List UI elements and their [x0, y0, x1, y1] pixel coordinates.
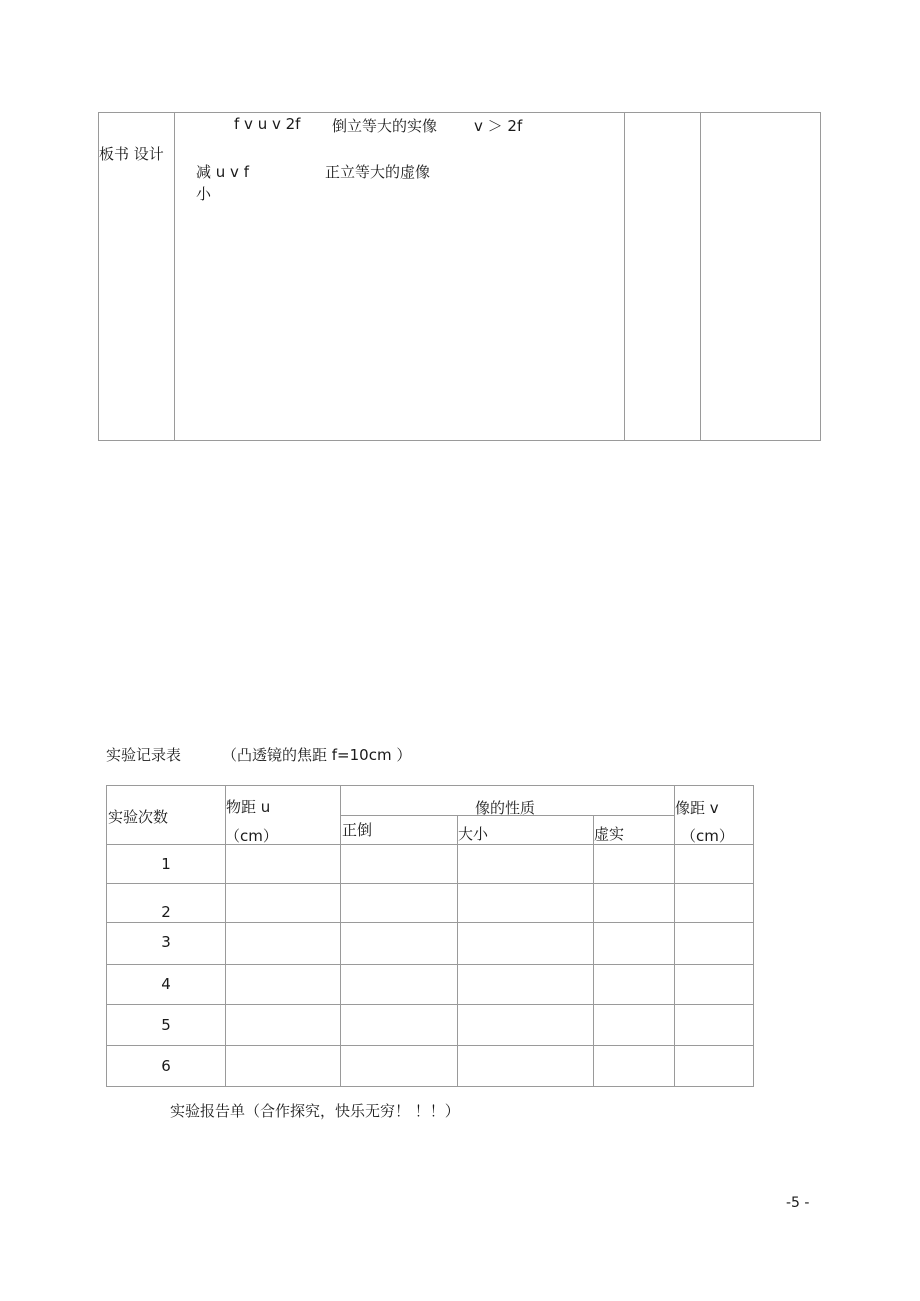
row-number: 5 — [161, 1016, 171, 1034]
row-number: 6 — [161, 1057, 171, 1075]
header-size: 大小 — [458, 825, 489, 843]
experiment-record-table — [106, 785, 754, 1087]
column-divider — [174, 113, 175, 440]
header-object-distance: 物距 u — [226, 798, 271, 816]
row-number: 2 — [161, 903, 171, 921]
header-image-properties: 像的性质 — [475, 799, 536, 817]
header-real-virtual: 虚实 — [594, 825, 625, 843]
header-orientation: 正倒 — [342, 821, 373, 839]
row-number: 4 — [161, 975, 171, 993]
row-number: 1 — [161, 855, 171, 873]
board-design-label: 板书 设计 — [99, 145, 164, 163]
header-object-unit: （cm） — [225, 827, 278, 845]
table-caption-note: （凸透镜的焦距 f=10cm ） — [222, 746, 412, 764]
table-caption: 实验记录表 — [106, 746, 182, 764]
header-image-unit: （cm） — [681, 827, 734, 845]
column-divider — [624, 113, 625, 440]
column-divider — [700, 113, 701, 440]
page-number: -5 - — [786, 1195, 810, 1211]
row-number: 3 — [161, 933, 171, 951]
board-line1-relation: f v u v 2f — [234, 115, 301, 133]
report-title: 实验报告单（合作探究，快乐无穷！ ！！） — [170, 1102, 460, 1120]
board-line2-relation: 减 u v f — [196, 163, 249, 181]
board-line3: 小 — [196, 185, 212, 203]
board-line1-condition: v ＞ 2f — [474, 117, 523, 135]
header-trial: 实验次数 — [108, 808, 169, 826]
board-line2-image: 正立等大的虚像 — [325, 163, 431, 181]
board-line1-image: 倒立等大的实像 — [332, 117, 438, 135]
header-image-distance: 像距 v — [675, 799, 719, 817]
